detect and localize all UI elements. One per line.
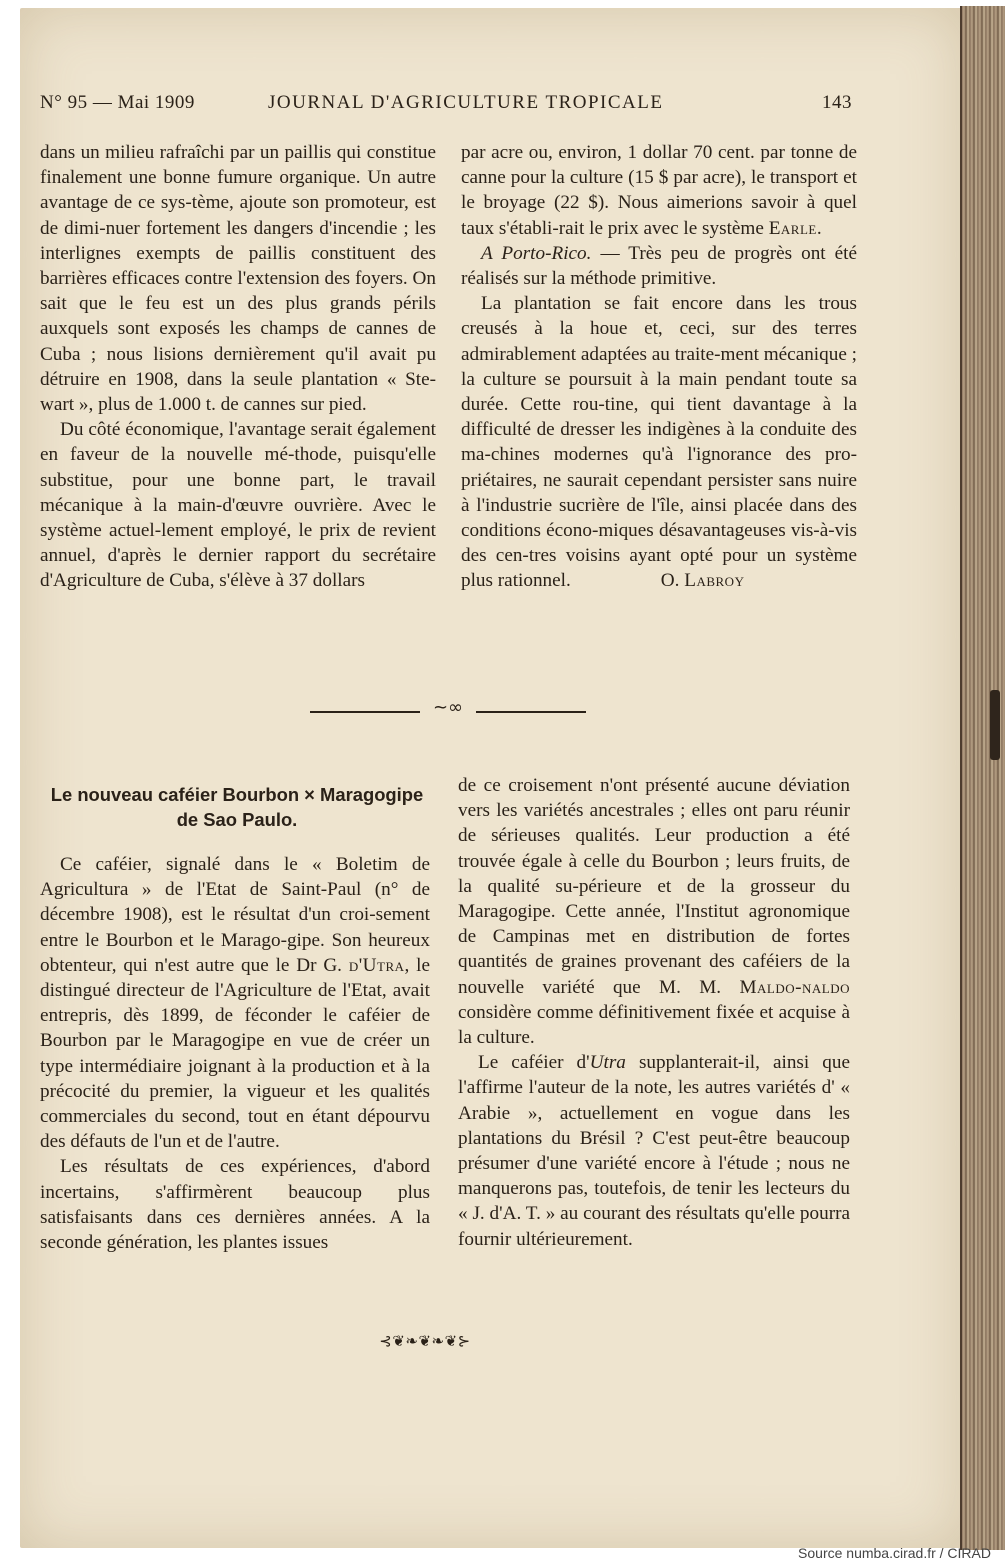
signature: O. Labroy (660, 570, 745, 592)
paragraph: de ce croisement n'ont présenté aucune déviation vers les variétés ancestrales ; elles ont paru réunir de sérieuses qualités. Leur production a été trouvée égale à celle du Bourbon ; leurs fruits, de la qualité su-périeure et de la grosseur du Maragogipe. Cette année, l'Institut agronomique de Campinas met en distribution de fortes quantités de graines provenant des caféiers de la nouvelle variété que M. M. Maldo-naldo considère comme définitivement fixée et acquise à la culture. (458, 775, 851, 1049)
paragraph: Le caféier d'Utra supplanterait-il, ainsi que l'affirme l'auteur de la note, les autres variétés d' « Arabie », actuellement en vogue dans les plantations du Brésil ? C'est peut-être beaucoup présumer d'une variété encore à l'étude ; nous ne manquerons pas, toutefois, de tenir les lecteurs du « J. d'A. T. » au courant des résultats qu'elle pourra fournir ultérieurement. (458, 1052, 850, 1250)
article1-column-left (40, 140, 436, 594)
issue-date: N° 95 — Mai 1909 (40, 92, 195, 113)
page-number: 143 (822, 92, 852, 113)
source-credit: Source numba.cirad.fr / CIRAD (798, 1545, 991, 1561)
paragraph: par acre ou, environ, 1 dollar 70 cent. par tonne de canne pour la culture (15 $ par acre), le transport et le broyage (22 $). Nous aimerions savoir à quel taux s'établi-rait le prix avec le système Earle. (461, 142, 857, 239)
title-line-1: Le nouveau caféier Bourbon × Maragogipe (50, 784, 424, 805)
running-header (40, 92, 852, 120)
name-dutra: d'Utra (348, 954, 405, 976)
paragraph: Du côté économique, l'avantage serait également en faveur de la nouvelle mé-thode, puisqu'elle substitue, pour une bonne part, le travail mécanique à la main-d'œuvre ouvrière. Avec le système actuel-lement employé, le prix de revient annuel, d'après le dernier rapport du secrétaire d'Agriculture de Cuba, s'élève à 37 dollars (40, 419, 436, 592)
spine-tab (990, 690, 1000, 760)
paragraph: dans un milieu rafraîchi par un paillis qui constitue finalement une bonne fumure organique. Un autre avantage de ce sys-tème, ajoute son promoteur, est de dimi-nuer fortement les dangers d'incendie ; les interlignes exempts de paillis constituent des barrières efficaces contre l'extension des foyers. On sait que le feu est un des plus grands périls auxquels sont exposés les champs de cannes de Cuba ; nous lisions dernièrement qu'il avait pu détruire en 1908, dans la seule plantation « Ste-wart », plus de 1.000 t. de cannes sur pied. (40, 142, 436, 416)
article2-column-right (458, 773, 850, 1252)
article2-title (40, 782, 434, 832)
book-spine-edge (960, 6, 1005, 1550)
article2-column-left (40, 852, 430, 1255)
paragraph: Les résultats de ces expériences, d'abord incertains, s'affirmèrent beaucoup plus satisfaisants dans ces dernières années. A la seconde génération, les plantes issues (40, 1156, 430, 1254)
article1-column-right (461, 140, 857, 594)
section-divider (310, 697, 586, 721)
section-lead-porto-rico: A Porto-Rico. (481, 242, 592, 264)
paragraph: A Porto-Rico. — Très peu de progrès ont été réalisés sur la méthode primitive. (461, 242, 857, 290)
ornament-glyph: ~∞ (432, 697, 464, 718)
paragraph: La plantation se fait encore dans les trous creusés à la houe et, ceci, sur des terres admirablement adaptées au traite-ment mécanique ; la culture se poursuit à la main pendant toute sa durée. Cette rou-tine, qui tient davantage à la difficulté de dresser les indigènes à la conduite des ma-chines modernes qu'à l'ignorance des pro-priétaires, ne saurait cependant persister sans nuire à l'industrie sucrière de l'île, ainsi placée dans des conditions écono-miques désavantageuses vis-à-vis des cen-tres voisins ayant opté pour un système plus rationnel. O. Labroy (461, 293, 857, 592)
end-ornament: ⊰❦❧❦❧❦⊱ (379, 1332, 471, 1350)
name-maldonaldo: Maldo-naldo (739, 976, 851, 998)
paragraph: Ce caféier, signalé dans le « Boletim de Agricultura » de l'Etat de Saint-Paul (n° de décembre 1908), est le résultat d'un croi-sement entre le Bourbon et le Marago-gipe. Son heureux obtenteur, qui n'est autre que le Dr G. d'Utra, le distingué directeur de l'Agriculture de l'Etat, avait entrepris, dès 1899, de féconder le caféier de Bourbon par le Maragogipe en vue de créer un type intermédiaire joignant à la production et à la précocité du premier, la vigueur et les qualités commerciales du second, tout en étant dépourvu des défauts de l'un et de l'autre. (40, 854, 431, 1153)
title-line-2: de Sao Paulo. (176, 809, 298, 830)
journal-title: JOURNAL D'AGRICULTURE TROPICALE (268, 92, 664, 113)
name-earle: Earle (768, 217, 817, 239)
italic-utra: Utra (589, 1052, 626, 1074)
